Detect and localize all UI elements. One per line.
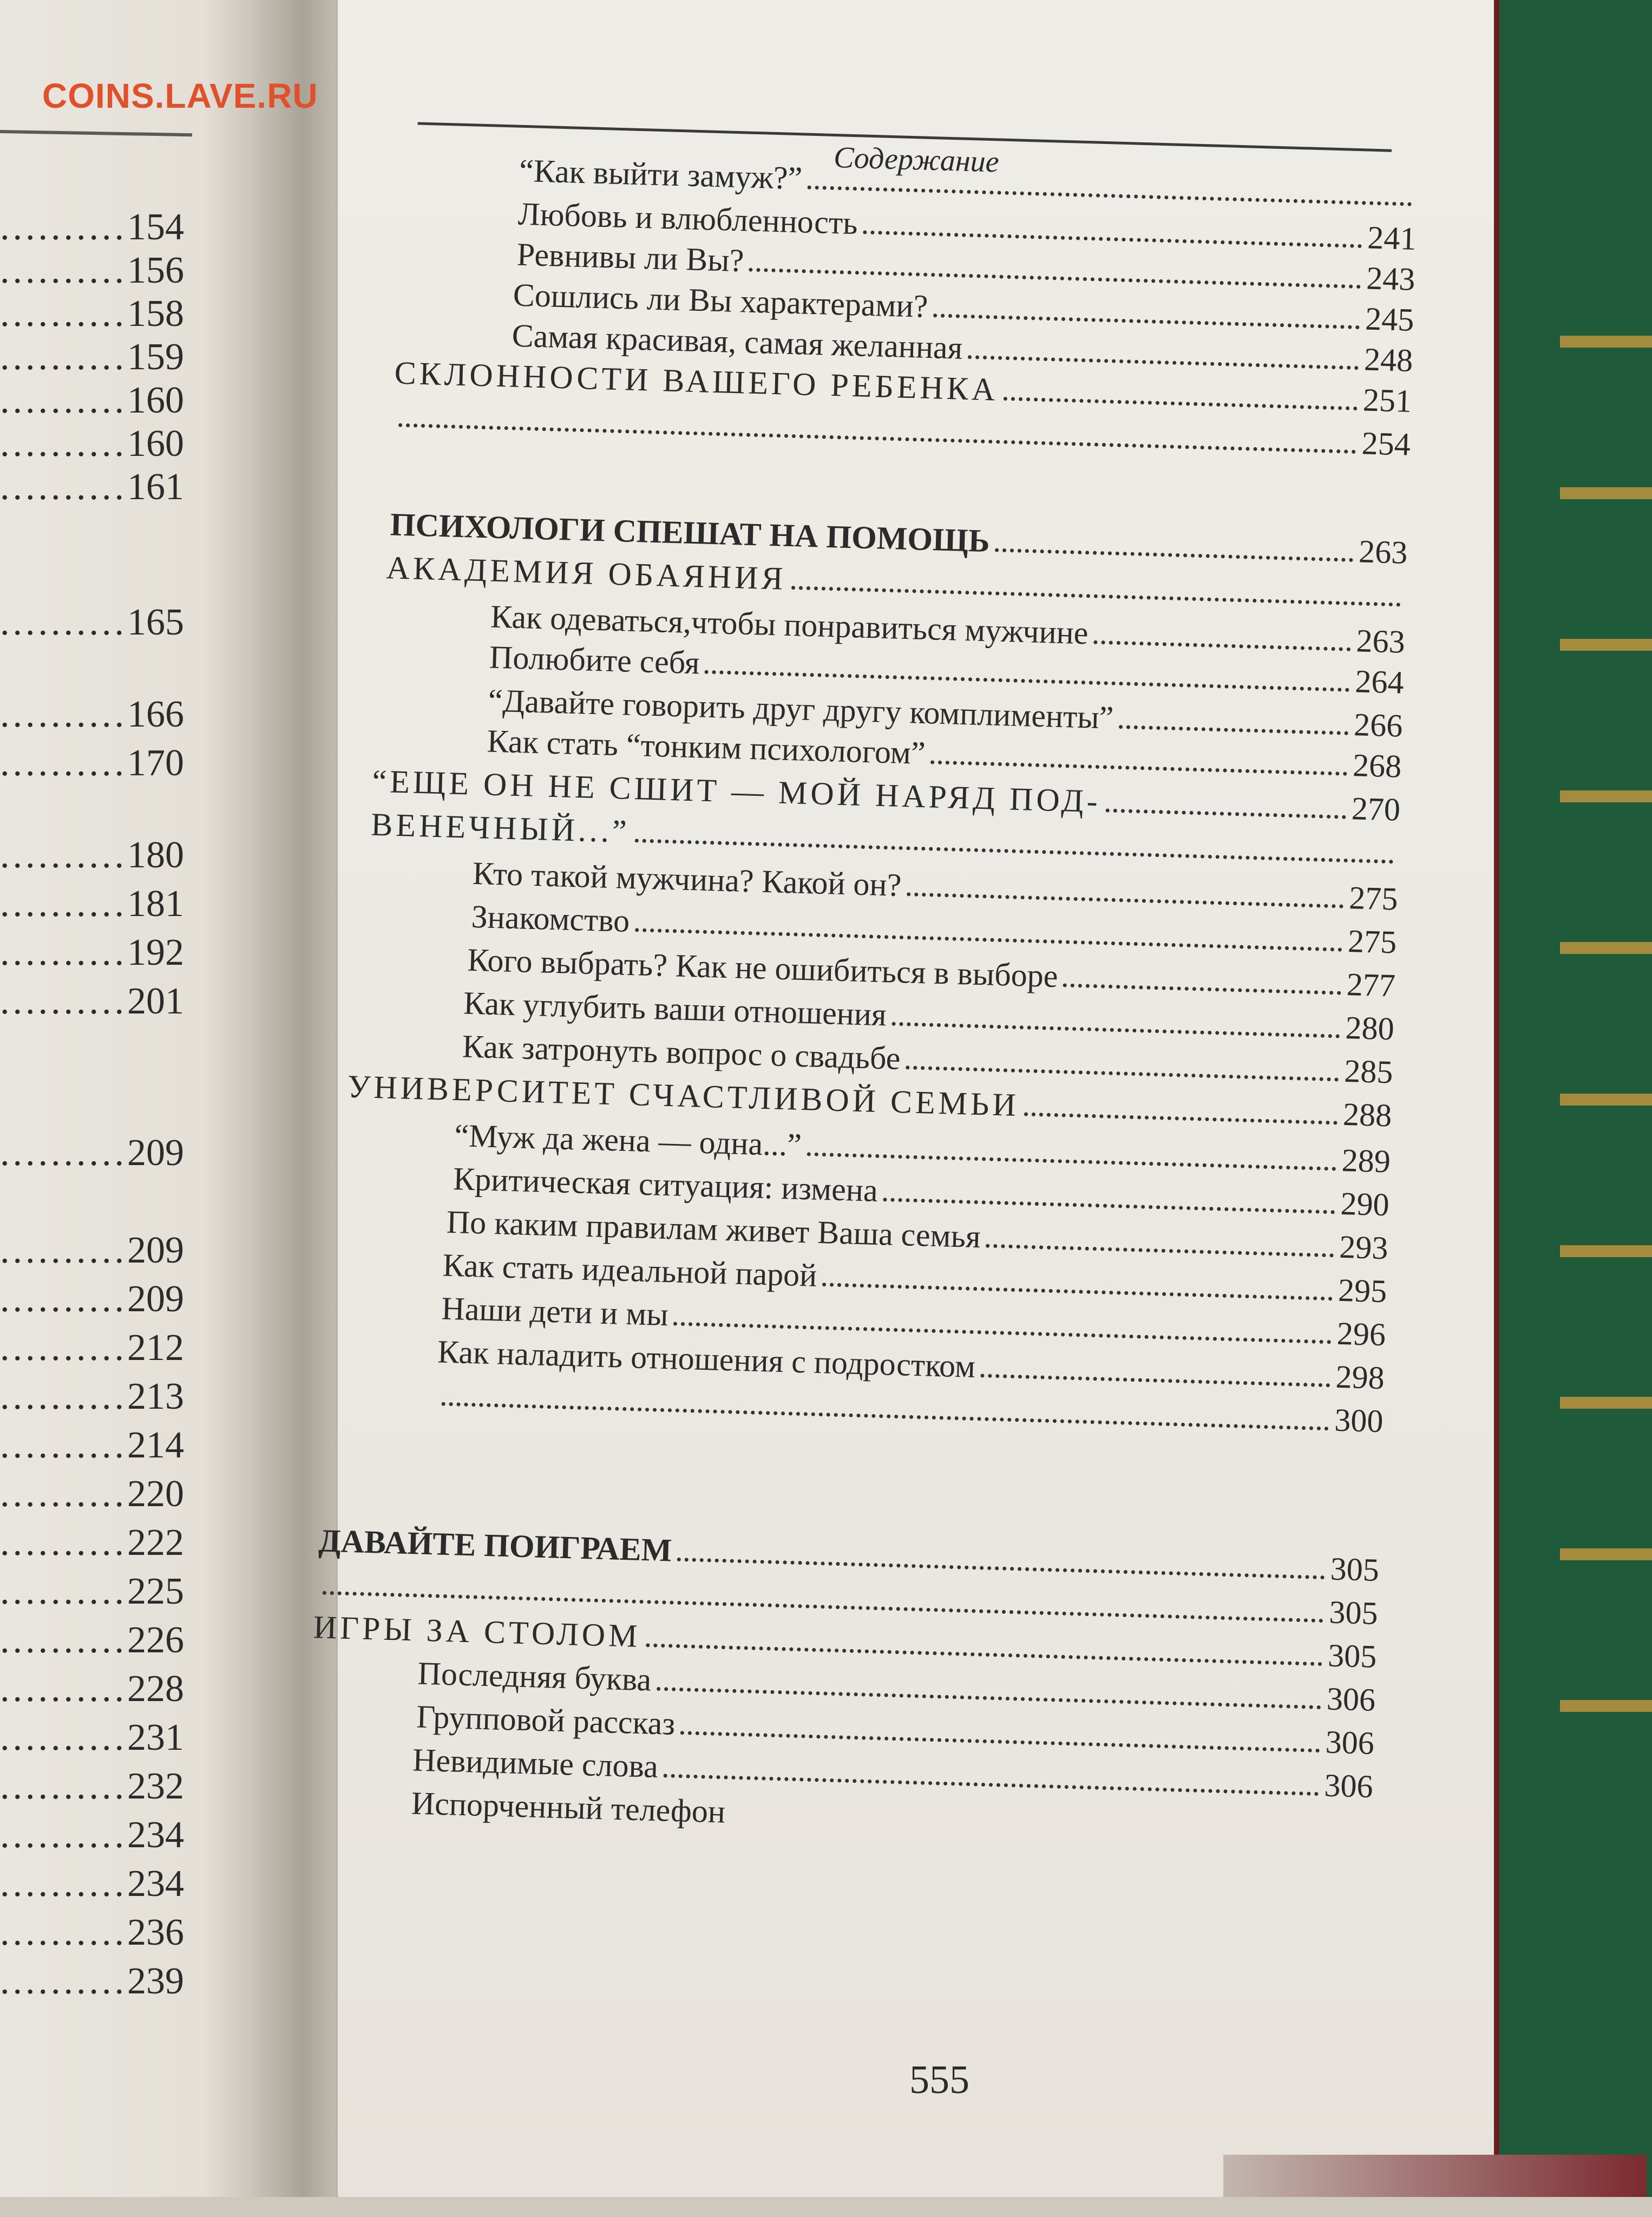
toc-entry-page: 243 <box>1366 260 1416 297</box>
toc-entry-page: 305 <box>1328 1594 1379 1632</box>
left-page-number: ..........159 <box>0 336 184 378</box>
toc-entry-page: 268 <box>1352 747 1402 784</box>
toc-entry-page: 293 <box>1339 1228 1389 1266</box>
leader-dots <box>808 186 1412 206</box>
leader-dots <box>635 839 1393 864</box>
toc-entry-title: “Как выйти замуж?” <box>519 152 803 197</box>
left-page-number: ..........180 <box>0 834 184 876</box>
toc-entry-title: “Муж да жена — одна...” <box>454 1117 802 1163</box>
left-page-number: ..........236 <box>0 1912 184 1953</box>
leader-dots <box>980 1374 1330 1387</box>
toc-entry-page: 305 <box>1329 1551 1380 1588</box>
leader-dots <box>791 586 1401 606</box>
left-page-number: ..........192 <box>0 932 184 973</box>
left-page-number: ..........209 <box>0 1132 184 1174</box>
leader-dots <box>822 1283 1333 1300</box>
left-page-number: ..........212 <box>0 1327 184 1369</box>
left-page-number: ..........226 <box>0 1619 184 1661</box>
leader-dots <box>657 1687 1321 1709</box>
leader-dots <box>680 1731 1320 1752</box>
left-page-number: ..........161 <box>0 466 184 508</box>
leader-dots <box>906 1065 1339 1081</box>
left-page-number: ..........165 <box>0 601 184 643</box>
toc-entry-title: ВЕНЕЧНЫЙ...” <box>370 806 631 849</box>
left-page-number: ..........154 <box>0 206 184 248</box>
toc-entry-page: 245 <box>1365 300 1415 338</box>
page-header-title: Содержание <box>833 140 1000 179</box>
toc-entry-page: 241 <box>1367 219 1417 257</box>
toc-entry-title: Сошлись ли Вы характерами? <box>512 277 929 324</box>
left-page-number: ..........232 <box>0 1765 184 1807</box>
toc-entry-page: 248 <box>1363 341 1414 378</box>
toc-entry-title: Наши дети и мы <box>441 1290 669 1333</box>
leader-dots <box>891 1022 1340 1038</box>
toc-entry-page: 290 <box>1340 1185 1390 1223</box>
leader-dots <box>995 548 1353 562</box>
toc-entry-title: По каким правилам живет Ваша семья <box>446 1204 981 1255</box>
toc-entry-page: 306 <box>1325 1724 1375 1761</box>
toc-entry-title: Невидимые слова <box>412 1742 659 1785</box>
toc-entry-title: Любовь и влюбленность <box>517 195 858 241</box>
leader-dots <box>1093 640 1351 651</box>
leader-dots <box>635 928 1342 952</box>
left-page-number: ..........239 <box>0 1960 184 2002</box>
watermark: COINS.LAVE.RU <box>42 76 318 115</box>
toc-entry-title: Как одеваться,чтобы понравиться мужчине <box>490 598 1089 651</box>
leader-dots <box>1024 1112 1338 1124</box>
toc-entry-page: 295 <box>1338 1272 1388 1310</box>
left-page-number: ..........170 <box>0 742 184 784</box>
toc-entry-title: Ревнивы ли Вы? <box>516 236 745 279</box>
toc-entry-page: 306 <box>1326 1680 1376 1718</box>
toc-entry-title: Как углубить ваши отношения <box>463 985 887 1033</box>
leader-dots <box>442 1402 1329 1431</box>
toc-entry-page: 280 <box>1345 1009 1395 1047</box>
left-page-number: ..........234 <box>0 1814 184 1856</box>
toc-entry-title: Групповой рассказ <box>416 1698 676 1742</box>
toc-entry-title: УНИВЕРСИТЕТ СЧАСТЛИВОЙ СЕМЬИ <box>347 1068 1020 1123</box>
toc-entry-page: 263 <box>1358 533 1408 571</box>
toc-entry-title: Полюбите себя <box>489 639 700 681</box>
toc-entry-page: 275 <box>1347 923 1398 960</box>
leader-dots <box>705 670 1349 692</box>
toc-entry-title: “Давайте говорить друг другу комплименты” <box>488 682 1115 736</box>
left-page-number: ..........214 <box>0 1424 184 1466</box>
toc-entry-page: 254 <box>1361 425 1411 462</box>
toc-entry-title: Как стать “тонким психологом” <box>486 723 926 771</box>
toc-entry-page: 298 <box>1335 1358 1385 1396</box>
toc-entry-title: Кого выбрать? Как не ошибиться в выборе <box>467 941 1059 995</box>
leader-dots <box>883 1198 1335 1214</box>
toc-entry-page: 251 <box>1362 382 1412 419</box>
toc-entry-title: Как затронуть вопрос о свадьбе <box>462 1028 901 1077</box>
toc-entry-page: 275 <box>1348 880 1399 917</box>
toc-entry-title: СКЛОННОСТИ ВАШЕГО РЕБЕНКА <box>394 355 999 408</box>
leader-dots <box>863 230 1362 248</box>
toc-entry-page: 270 <box>1351 790 1401 828</box>
toc-entry-page: 277 <box>1346 966 1396 1004</box>
toc-entry-title: “ЕЩЕ ОН НЕ СШИТ — МОЙ НАРЯД ПОД- <box>371 763 1102 820</box>
toc-entry-title: АКАДЕМИЯ ОБАЯНИЯ <box>385 550 787 597</box>
toc-entry-title: Как наладить отношения с подростком <box>437 1333 976 1385</box>
leader-dots <box>677 1558 1325 1579</box>
left-page-number: ..........234 <box>0 1863 184 1905</box>
leader-dots <box>930 760 1347 775</box>
toc-entry-title: Как стать идеальной парой <box>442 1247 818 1293</box>
left-page-number: ..........209 <box>0 1230 184 1271</box>
toc-entry-page: 306 <box>1323 1767 1374 1804</box>
left-page-number: ..........181 <box>0 883 184 925</box>
toc-entry-page: 296 <box>1336 1315 1386 1353</box>
toc-entry-title: ДАВАЙТЕ ПОИГРАЕМ <box>318 1522 673 1568</box>
leader-dots <box>1119 725 1348 735</box>
leader-dots <box>986 1244 1334 1258</box>
toc-entry-title: Критическая ситуация: измена <box>453 1161 879 1208</box>
left-page-number: ..........201 <box>0 980 184 1022</box>
left-page-number: ..........213 <box>0 1376 184 1417</box>
toc-entry-page: 305 <box>1327 1637 1378 1675</box>
toc-entry-title: Испорченный телефон <box>411 1785 726 1830</box>
leader-dots <box>1063 983 1341 995</box>
left-page-number: ..........228 <box>0 1668 184 1710</box>
leader-dots <box>646 1643 1322 1666</box>
left-page-number: ..........160 <box>0 423 184 465</box>
leader-dots <box>1004 397 1358 410</box>
leader-dots <box>968 355 1359 370</box>
leader-dots <box>663 1774 1319 1796</box>
left-page-number: ..........160 <box>0 380 184 421</box>
left-page-number: ..........222 <box>0 1522 184 1564</box>
toc-entry-title: ПСИХОЛОГИ СПЕШАТ НА ПОМОЩЬ <box>390 506 991 559</box>
toc-entry-title: Кто такой мужчина? Какой он? <box>472 855 902 903</box>
toc-entry-title: Знакомство <box>470 898 631 939</box>
toc-entry-page: 300 <box>1334 1402 1384 1440</box>
leader-dots <box>907 892 1343 908</box>
left-page-number: ..........156 <box>0 250 184 291</box>
toc-entry-title: Самая красивая, самая желанная <box>511 317 963 366</box>
toc-entry-page: 264 <box>1354 663 1405 701</box>
toc-entry-page: 289 <box>1341 1142 1391 1180</box>
toc-entry-page: 263 <box>1355 623 1406 660</box>
left-page-number: ..........166 <box>0 694 184 735</box>
toc-entry-title: Последняя буква <box>417 1655 652 1698</box>
leader-dots <box>1106 808 1346 819</box>
left-page-number: ..........220 <box>0 1473 184 1515</box>
page-number: 555 <box>909 2058 969 2102</box>
left-page-number: ..........158 <box>0 293 184 335</box>
left-page-number: ..........209 <box>0 1278 184 1320</box>
leader-dots <box>673 1322 1332 1344</box>
toc-entry-title: ИГРЫ ЗА СТОЛОМ <box>313 1609 641 1654</box>
leader-dots <box>933 313 1360 329</box>
left-page-number: ..........231 <box>0 1717 184 1758</box>
toc-entry-page: 266 <box>1353 707 1404 744</box>
leader-dots <box>807 1152 1336 1170</box>
toc-entry-page: 285 <box>1343 1052 1394 1090</box>
leader-dots <box>398 423 1356 454</box>
toc-entry-page: 288 <box>1342 1096 1393 1134</box>
left-page-number: ..........225 <box>0 1571 184 1612</box>
